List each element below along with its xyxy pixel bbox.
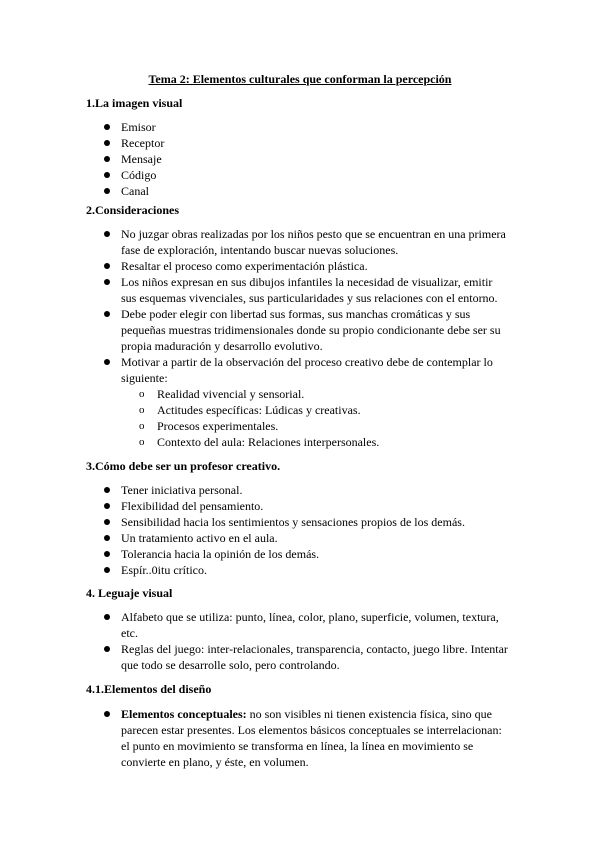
list-item: Tener iniciativa personal. <box>121 483 243 497</box>
bullet-icon <box>104 711 110 717</box>
bullet-icon <box>104 503 110 509</box>
list-item-line: No juzgar obras realizadas por los niños pesto que se encuentran en una primera <box>121 227 506 241</box>
sub-list-item: Actitudes específicas: Lúdicas y creativas. <box>157 403 361 417</box>
sub-bullet-marker: o <box>139 388 145 400</box>
list-item-line: Motivar a partir de la observación del proceso creativo debe de contemplar lo <box>121 355 493 369</box>
bullet-icon <box>104 551 110 557</box>
list-item-canal: Canal <box>121 184 149 198</box>
bullet-icon <box>104 140 110 146</box>
list-item-receptor: Receptor <box>121 136 165 150</box>
bullet-icon <box>104 646 110 652</box>
list-item: Sensibilidad hacia los sentimientos y sensaciones propios de los demás. <box>121 515 465 529</box>
bullet-icon <box>104 519 110 525</box>
list-item-line: Reglas del juego: inter-relacionales, transparencia, contacto, juego libre. Intentar <box>121 642 508 656</box>
bullet-icon <box>104 124 110 130</box>
bullet-icon <box>104 156 110 162</box>
bullet-icon <box>104 188 110 194</box>
list-item-line: fase de exploración, intentando buscar nuevas soluciones. <box>121 243 399 257</box>
sub-list-item: Procesos experimentales. <box>157 419 279 433</box>
bullet-icon <box>104 311 110 317</box>
list-item-line: convierte en plano, y éste, en volumen. <box>121 755 309 769</box>
list-item-line: propia maduración y desarrollo evolutivo. <box>121 339 323 353</box>
sub-bullet-marker: o <box>139 404 145 416</box>
sub-list-item: Realidad vivencial y sensorial. <box>157 387 305 401</box>
list-item-line: pequeñas muestras tridimensionales donde su propio condicionante debe ser su <box>121 323 501 337</box>
bullet-icon <box>104 487 110 493</box>
section-heading-lenguaje-visual: 4. Leguaje visual <box>86 586 173 600</box>
bullet-icon <box>104 263 110 269</box>
list-item: Un tratamiento activo en el aula. <box>121 531 278 545</box>
bullet-icon <box>104 231 110 237</box>
section-heading-consideraciones: 2.Consideraciones <box>86 203 179 217</box>
sub-bullet-marker: o <box>139 436 145 448</box>
list-item-line: etc. <box>121 626 138 640</box>
section-heading-elementos-diseno: 4.1.Elementos del diseño <box>86 682 212 696</box>
list-item-line: sus esquemas vivenciales, sus particularidades y sus relaciones con el entorno. <box>121 291 498 305</box>
bullet-icon <box>104 359 110 365</box>
bullet-icon <box>104 279 110 285</box>
list-item: Flexibilidad del pensamiento. <box>121 499 264 513</box>
section-heading-profesor-creativo: 3.Cómo debe ser un profesor creativo. <box>86 459 281 473</box>
list-item-codigo: Código <box>121 168 157 182</box>
list-item-line: que todo se desarrolle solo, pero controlando. <box>121 658 340 672</box>
list-item-line: Los niños expresan en sus dibujos infantiles la necesidad de visualizar, emitir <box>121 275 493 289</box>
bullet-icon <box>104 614 110 620</box>
list-item-mensaje: Mensaje <box>121 152 162 166</box>
document-title: Tema 2: Elementos culturales que conforman la percepción <box>148 72 452 86</box>
list-item-line: parecen estar presentes. Los elementos básicos conceptuales se interrelacionan: <box>121 723 502 737</box>
list-item-line: siguiente: <box>121 371 168 385</box>
term-definition: no son visibles ni tienen existencia física, sino que <box>246 707 492 721</box>
list-item-line: Debe poder elegir con libertad sus formas, sus manchas cromáticas y sus <box>121 307 471 321</box>
list-item: Espír..0itu crítico. <box>121 563 207 577</box>
list-item-line: Alfabeto que se utiliza: punto, línea, color, plano, superficie, volumen, textura, <box>121 610 499 624</box>
bullet-icon <box>104 535 110 541</box>
list-item-line <box>121 706 492 722</box>
list-item-line: el punto en movimiento se transforma en línea, la línea en movimiento se <box>121 739 474 753</box>
bullet-icon <box>104 172 110 178</box>
sub-list-item: Contexto del aula: Relaciones interpersonales. <box>157 435 380 449</box>
term-elementos-conceptuales: Elementos conceptuales: <box>121 707 247 721</box>
list-item-emisor: Emisor <box>121 120 156 134</box>
bullet-icon <box>104 567 110 573</box>
section-heading-imagen-visual: 1.La imagen visual <box>86 96 183 110</box>
list-item-line: Resaltar el proceso como experimentación plástica. <box>121 259 368 273</box>
sub-bullet-marker: o <box>139 420 145 432</box>
list-item: Tolerancia hacia la opinión de los demás. <box>121 547 320 561</box>
